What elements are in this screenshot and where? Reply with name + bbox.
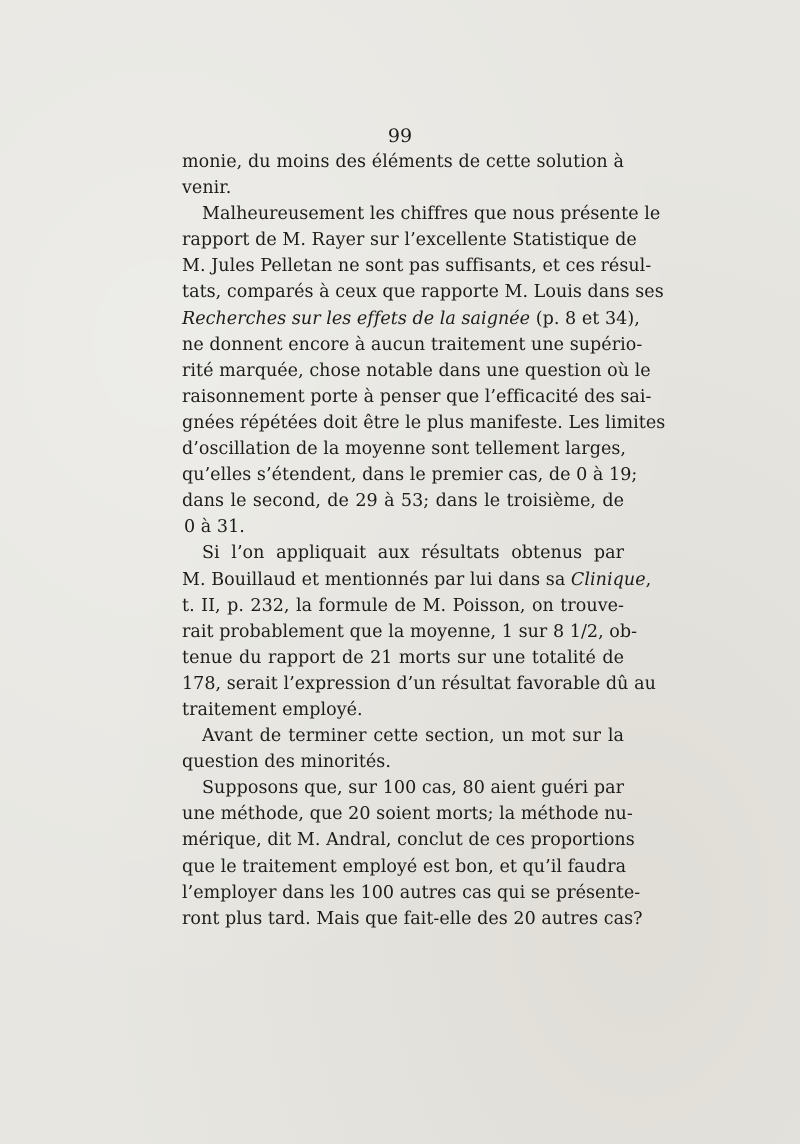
text-line: qu’elles s’étendent, dans le premier cas, de 0 à 19;	[182, 465, 638, 486]
text-line: 178, serait l’expression d’un résultat favorable dû au	[182, 673, 656, 694]
page-number: 99	[387, 125, 413, 147]
book-title-italic: Clinique	[570, 569, 646, 590]
text-line: venir.	[182, 178, 232, 199]
text-line: rait probablement que la moyenne, 1 sur 8 1/2, ob-	[182, 621, 638, 642]
text-line: ne donnent encore à aucun traitement une supério-	[182, 334, 643, 355]
paragraph-start-line: Supposons que, sur 100 cas, 80 aient guéri par	[202, 778, 624, 799]
text-segment: ,	[645, 569, 652, 590]
text-line: raisonnement porte à penser que l’efficacité des sai-	[182, 386, 652, 407]
book-title-italic: Recherches sur les effets de la saignée	[182, 308, 531, 329]
text-line: rapport de M. Rayer sur l’excellente Statistique de	[182, 230, 637, 251]
paragraph-start-line: Avant de terminer cette section, un mot sur la	[202, 726, 624, 747]
text-line: monie, du moins des éléments de cette solution à	[182, 152, 624, 172]
text-line: dans le second, de 29 à 53; dans le troisième, de	[182, 491, 624, 512]
text-line: question des minorités.	[182, 752, 391, 773]
text-line: ront plus tard. Mais que fait-elle des 20 autres cas?	[182, 908, 643, 929]
text-line: d’oscillation de la moyenne sont tellement larges,	[182, 439, 626, 460]
text-line: que le traitement employé est bon, et qu’il faudra	[182, 856, 627, 877]
text-segment: M. Bouillaud et mentionnés par lui dans sa	[182, 569, 571, 590]
text-segment: (p. 8 et 34),	[530, 308, 640, 329]
text-line: rité marquée, chose notable dans une question où le	[182, 360, 651, 381]
text-line: mérique, dit M. Andral, conclut de ces proportions	[182, 830, 635, 851]
text-line	[182, 567, 652, 593]
text-line: traitement employé.	[182, 699, 363, 720]
text-line: tenue du rapport de 21 morts sur une totalité de	[182, 647, 624, 668]
text-line: l’employer dans les 100 autres cas qui se présente-	[182, 882, 641, 903]
text-line: tats, comparés à ceux que rapporte M. Louis dans ses	[182, 282, 664, 303]
text-line: gnées répétées doit être le plus manifeste. Les limites	[182, 412, 666, 433]
text-line: une méthode, que 20 soient morts; la méthode nu-	[182, 804, 633, 825]
text-line	[182, 306, 640, 332]
text-line: 0 à 31.	[184, 517, 245, 538]
text-line: M. Jules Pelletan ne sont pas suffisants, et ces résul-	[182, 256, 652, 277]
body-text	[182, 149, 666, 932]
paragraph-start-line: Si l’on appliquait aux résultats obtenus par	[202, 543, 624, 564]
paragraph-start-line: Malheureusement les chiffres que nous présente le	[202, 204, 661, 225]
text-line: t. II, p. 232, la formule de M. Poisson, on trouve-	[182, 595, 624, 616]
